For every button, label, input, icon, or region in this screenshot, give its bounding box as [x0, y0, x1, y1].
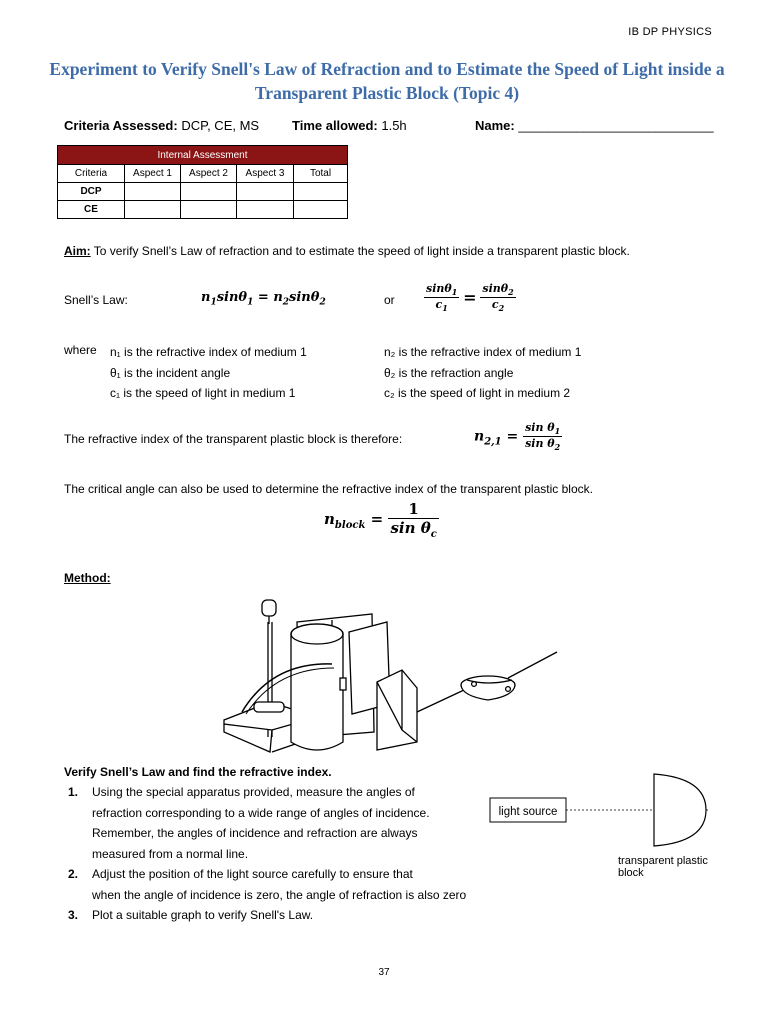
snell-label: Snell’s Law: — [64, 293, 128, 307]
aim-paragraph — [64, 243, 744, 259]
step-line: refraction corresponding to a wide range of angles of incidence. — [92, 805, 430, 820]
definition-n1: n₁ is the refractive index of medium 1 — [110, 345, 307, 359]
step-line: Using the special apparatus provided, measure the angles of — [92, 785, 415, 799]
table-row — [58, 201, 348, 219]
step-line: Adjust the position of the light source carefully to ensure that — [92, 867, 413, 881]
snell-speed-equation: $\frac{\sin\theta_1}{c_1}$ = $\frac{\sin\theta_2}{c_2}$ — [426, 282, 514, 314]
step-line: Remember, the angles of incidence and refraction are always — [92, 826, 418, 840]
apparatus-diagram — [212, 592, 572, 762]
refractive-index-equation: $n_{2,1}$ = $\frac{\sin \theta_1}{\sin \theta_2}$ — [474, 421, 561, 453]
lamp-head — [262, 600, 276, 616]
top-view-diagram — [488, 768, 728, 888]
criteria-assessed — [64, 118, 259, 133]
method-step-3 — [64, 905, 504, 926]
definition-theta1: θ₁ is the incident angle — [110, 365, 231, 380]
ia-col-aspect-3: Aspect 3 — [237, 165, 294, 183]
internal-assessment-table — [57, 145, 348, 219]
ia-table-title: Internal Assessment — [58, 146, 348, 165]
ia-cell — [125, 183, 181, 201]
definition-c2: c₂ is the speed of light in medium 2 — [384, 386, 571, 400]
critical-angle-text: The critical angle can also be used to determine the refractive index of the transparent plastic block. — [64, 482, 593, 496]
ia-col-criteria: Criteria — [58, 165, 125, 183]
step-number: 2. — [68, 867, 79, 881]
refractive-index-text: The refractive index of the transparent plastic block is therefore: — [64, 432, 403, 446]
time-allowed — [292, 118, 407, 133]
time-allowed-label: Time allowed: — [292, 118, 378, 133]
step-line: when the angle of incidence is zero, the angle of refraction is also zero — [92, 887, 467, 902]
method-heading: Method: — [64, 571, 111, 585]
snell-equation: $n_1\sin\theta_1 = n_2\sin\theta_2$ — [201, 290, 326, 308]
method-list — [64, 782, 504, 926]
ia-cell — [294, 183, 348, 201]
student-name — [475, 118, 714, 133]
ia-col-aspect-2: Aspect 2 — [181, 165, 237, 183]
definition-theta2: θ₂ is the refraction angle — [384, 365, 514, 380]
ia-cell — [237, 201, 294, 219]
aim-label: Aim: — [64, 244, 91, 258]
ia-cell — [125, 201, 181, 219]
student-name-blank: ___________________________ — [518, 118, 714, 133]
light-holder — [254, 702, 284, 712]
ia-row-label-ce: CE — [58, 201, 125, 219]
definition-n2: n₂ is the refractive index of medium 1 — [384, 345, 582, 359]
ia-row-label-dcp: DCP — [58, 183, 125, 201]
course-header: IB DP PHYSICS — [628, 26, 712, 38]
method-step-2 — [64, 864, 504, 905]
student-name-label: Name: — [475, 118, 515, 133]
ray-line — [508, 652, 557, 678]
step-number: 3. — [68, 908, 79, 922]
where-word: where — [64, 343, 97, 357]
block-label-line-1: transparent plastic — [618, 855, 708, 867]
ia-cell — [294, 201, 348, 219]
criteria-assessed-value: DCP, CE, MS — [181, 118, 260, 133]
semicircle-block-top — [654, 774, 706, 846]
page-title: Experiment to Verify Snell's Law of Refraction and to Estimate the Speed of Light inside a Transparent Plastic Block (Topic 4) — [49, 59, 725, 103]
criteria-assessed-label: Criteria Assessed: — [64, 118, 178, 133]
table-row — [58, 183, 348, 201]
step-line: Plot a suitable graph to verify Snell's Law. — [92, 908, 314, 922]
method-step-1 — [64, 782, 504, 864]
aim-text: To verify Snell’s Law of refraction and to estimate the speed of light inside a transparent plastic block. — [93, 244, 630, 258]
snell-or: or — [384, 293, 395, 307]
method-subheading: Verify Snell’s Law and find the refractive index. — [64, 765, 332, 779]
block-label-line-2: block — [618, 867, 644, 879]
where-left-list — [110, 342, 307, 404]
criteria-line — [64, 118, 724, 138]
definition-c1: c₁ is the speed of light in medium 1 — [110, 386, 296, 400]
page-number: 37 — [378, 967, 390, 978]
step-number: 1. — [68, 785, 79, 799]
ia-cell — [237, 183, 294, 201]
light-source-label: light source — [498, 806, 558, 818]
time-allowed-value: 1.5h — [381, 118, 407, 133]
critical-angle-equation: $n_{block}$ = $\frac{1}{\sin \theta_c}$ — [324, 500, 437, 540]
ia-cell — [181, 201, 237, 219]
step-line: measured from a normal line. — [92, 846, 249, 861]
where-right-list — [384, 342, 581, 404]
ia-col-aspect-1: Aspect 1 — [125, 165, 181, 183]
ia-col-total: Total — [294, 165, 348, 183]
ia-cell — [181, 183, 237, 201]
